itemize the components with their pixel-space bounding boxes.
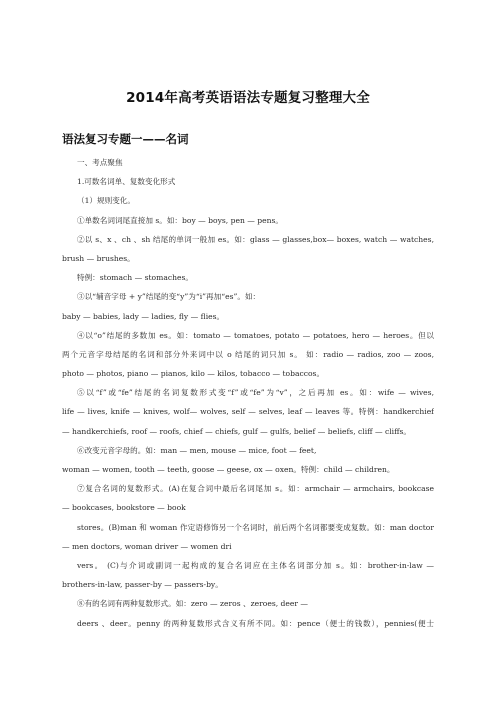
text-line: vers。 (C)与介词或副词一起构成的复合名词应在主体名词部分加 s。如：brother-in-law — [77,560,434,570]
rule-5: ⑤以“f”或“fe”结尾的名词复数形式变“f”或“fe”为“v”，之后再加 es。如：wife — wives, [77,388,434,398]
rule-heading: （1）规则变化。 [77,196,135,206]
text-line: stores。(B)man 和 woman 作定语修饰另一个名词时，前后两个名词都要变成复数。如：man doctor [77,522,434,532]
subsection-heading: 1.可数名词单、复数变化形式 [77,177,176,187]
text-line: photo — photos, piano — pianos, kilo — kilos, tobacco — tobaccos。 [62,369,325,379]
section-heading: 语法复习专题一——名词 [62,132,189,146]
text-line: — bookcases, bookstore — book [62,503,186,513]
rule-4: ④以“o”结尾的多数加 es。如：tomato — tomatoes, potato — potatoes, hero — heroes。但以 [77,330,434,340]
text-line: 两个元音字母结尾的名词和部分外来词中以 o 结尾的词只加 s。 如：radio — radios, zoo — zoos, [62,349,434,359]
rule-6: ⑥改变元音字母的。如：man — men, mouse — mice, foot — feet, [77,445,317,455]
document-body [62,153,434,633]
text-line: woman — women, tooth — teeth, goose — geese, ox — oxen。特例：child — children。 [62,465,395,474]
text-line: brothers-in-law, passer-by — passers-by。 [62,580,223,590]
document-title: 2014年高考英语语法专题复习整理大全 [126,90,370,106]
text-line: — handkerchiefs, roof — roofs, chief — chiefs, gulf — gulfs, belief — beliefs, cliff — cliffs。 [62,426,411,436]
rule-3: ③以“辅音字母 + y”结尾的变“y”为“i”再加“es”。如： [77,292,261,302]
text-line: — men doctors, woman driver — women dri [62,541,232,551]
text-line: deers 、deer。penny 的两种复数形式含义有所不同。如：pence（便士的钱数），pennies(便士 [77,618,434,628]
rule-1: ①单数名词词尾直接加 s。如：boy — boys, pen — pens。 [77,215,284,225]
rule-2: ②以 s、x 、ch 、sh 结尾的单词一般加 es。如：glass — glasses,box— boxes, watch — watches, [77,234,434,244]
text-line: life — lives, knife — knives, wolf— wolves, self — selves, leaf — leaves 等。特例：handkerchief [62,407,434,417]
exception-note: 特例：stomach — stomaches。 [77,273,193,283]
outline-item-focus: 一、考点聚焦 [77,158,123,167]
rule-7: ⑦复合名词的复数形式。(A)在复合词中最后名词尾加 s。如：armchair — armchairs, bookcase [77,484,434,494]
text-line: brush — brushes。 [62,253,135,263]
rule-8: ⑧有的名词有两种复数形式。如：zero — zeros 、zeroes, deer — [77,599,309,609]
text-line: baby — babies, lady — ladies, fly — flies。 [62,311,225,321]
